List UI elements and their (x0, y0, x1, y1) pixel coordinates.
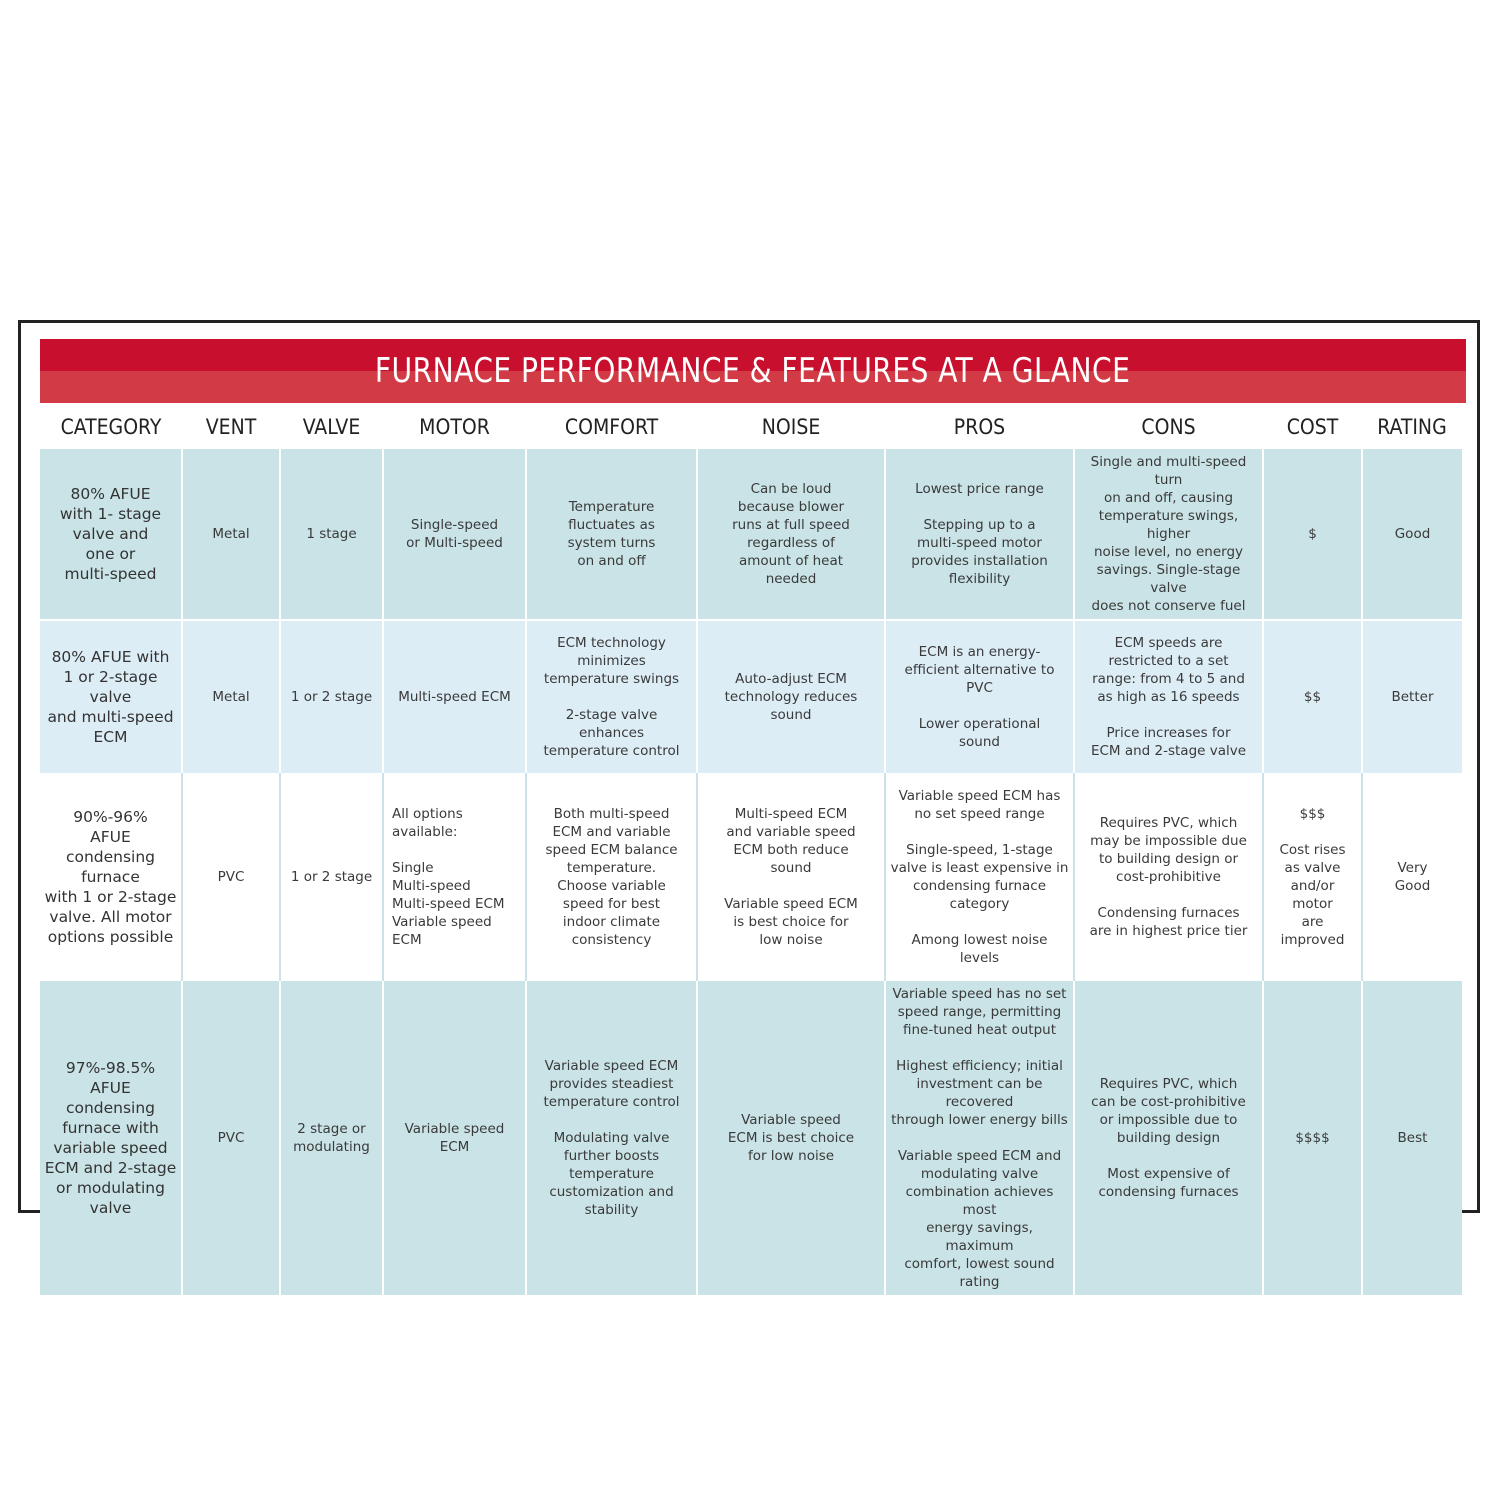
header-valve: VALVE (302, 415, 361, 439)
table-row (40, 773, 1462, 981)
cell-cost: $$ (1263, 621, 1362, 773)
cell-category: 90%-96% AFUE condensing furnace with 1 or 2-stage valve. All motor options possible (40, 773, 182, 981)
cell-noise: Can be loud because blower runs at full speed regardless of amount of heat needed (697, 449, 885, 619)
cell-valve: 1 or 2 stage (280, 773, 383, 981)
cell-pros: Variable speed has no set speed range, permitting fine-tuned heat output Highest efficiency; initial investment can be recovered through lower energy bills Variable speed ECM and modulating valve combination achieves most energy savings, maximum comfort, lowest sound rating (885, 981, 1074, 1295)
header-cost: COST (1286, 415, 1339, 439)
page-title: FURNACE PERFORMANCE & FEATURES AT A GLANCE (375, 351, 1131, 391)
cell-valve: 1 or 2 stage (280, 621, 383, 773)
cell-noise: Auto-adjust ECM technology reduces sound (697, 621, 885, 773)
header-motor: MOTOR (419, 415, 490, 439)
table-row (40, 621, 1462, 773)
cell-motor: Single-speed or Multi-speed (383, 449, 526, 619)
title-banner (40, 339, 1466, 403)
cell-comfort: Temperature fluctuates as system turns on and off (526, 449, 697, 619)
header-category: CATEGORY (60, 415, 162, 439)
cell-valve: 1 stage (280, 449, 383, 619)
cell-category: 80% AFUE with 1- stage valve and one or multi-speed (40, 449, 182, 619)
header-row (40, 405, 1462, 449)
cell-vent: PVC (182, 981, 280, 1295)
chart-frame (18, 320, 1480, 1290)
header-comfort: COMFORT (564, 415, 659, 439)
cell-noise: Variable speed ECM is best choice for low noise (697, 981, 885, 1295)
cell-valve: 2 stage or modulating (280, 981, 383, 1295)
table-row (40, 449, 1462, 619)
header-noise: NOISE (761, 415, 821, 439)
table-row (40, 981, 1462, 1295)
cell-vent: Metal (182, 621, 280, 773)
cell-noise: Multi-speed ECM and variable speed ECM both reduce sound Variable speed ECM is best choice for low noise (697, 773, 885, 981)
cell-cons: Requires PVC, which can be cost-prohibitive or impossible due to building design Most expensive of condensing furnaces (1074, 981, 1263, 1295)
cell-category: 80% AFUE with 1 or 2-stage valve and multi-speed ECM (40, 621, 182, 773)
cell-comfort: Both multi-speed ECM and variable speed ECM balance temperature. Choose variable speed for best indoor climate consistency (526, 773, 697, 981)
cell-cost: $$$ Cost rises as valve and/or motor are improved (1263, 773, 1362, 981)
header-pros: PROS (953, 415, 1006, 439)
furnace-comparison-table (40, 405, 1462, 1295)
cell-cost: $ (1263, 449, 1362, 619)
cell-rating: Best (1362, 981, 1462, 1295)
cell-cons: Requires PVC, which may be impossible due to building design or cost-prohibitive Condensing furnaces are in highest price tier (1074, 773, 1263, 981)
cell-pros: Variable speed ECM has no set speed range Single-speed, 1-stage valve is least expensive in condensing furnace category Among lowest noise levels (885, 773, 1074, 981)
cell-motor: All options available: Single Multi-speed Multi-speed ECM Variable speed ECM (383, 773, 526, 981)
cell-vent: PVC (182, 773, 280, 981)
cell-cons: ECM speeds are restricted to a set range: from 4 to 5 and as high as 16 speeds Price increases for ECM and 2-stage valve (1074, 621, 1263, 773)
cell-vent: Metal (182, 449, 280, 619)
cell-pros: Lowest price range Stepping up to a multi-speed motor provides installation flexibility (885, 449, 1074, 619)
cell-rating: Better (1362, 621, 1462, 773)
cell-pros: ECM is an energy- efficient alternative to PVC Lower operational sound (885, 621, 1074, 773)
cell-motor: Multi-speed ECM (383, 621, 526, 773)
cell-category: 97%-98.5% AFUE condensing furnace with variable speed ECM and 2-stage or modulating valve (40, 981, 182, 1295)
cell-motor: Variable speed ECM (383, 981, 526, 1295)
cell-comfort: ECM technology minimizes temperature swings 2-stage valve enhances temperature control (526, 621, 697, 773)
header-rating: RATING (1377, 415, 1447, 439)
cell-rating: Very Good (1362, 773, 1462, 981)
cell-rating: Good (1362, 449, 1462, 619)
cell-comfort: Variable speed ECM provides steadiest temperature control Modulating valve further boosts temperature customization and stability (526, 981, 697, 1295)
cell-cons: Single and multi-speed turn on and off, causing temperature swings, higher noise level, no energy savings. Single-stage valve does not conserve fuel (1074, 449, 1263, 619)
header-cons: CONS (1141, 415, 1196, 439)
cell-cost: $$$$ (1263, 981, 1362, 1295)
header-vent: VENT (205, 415, 257, 439)
